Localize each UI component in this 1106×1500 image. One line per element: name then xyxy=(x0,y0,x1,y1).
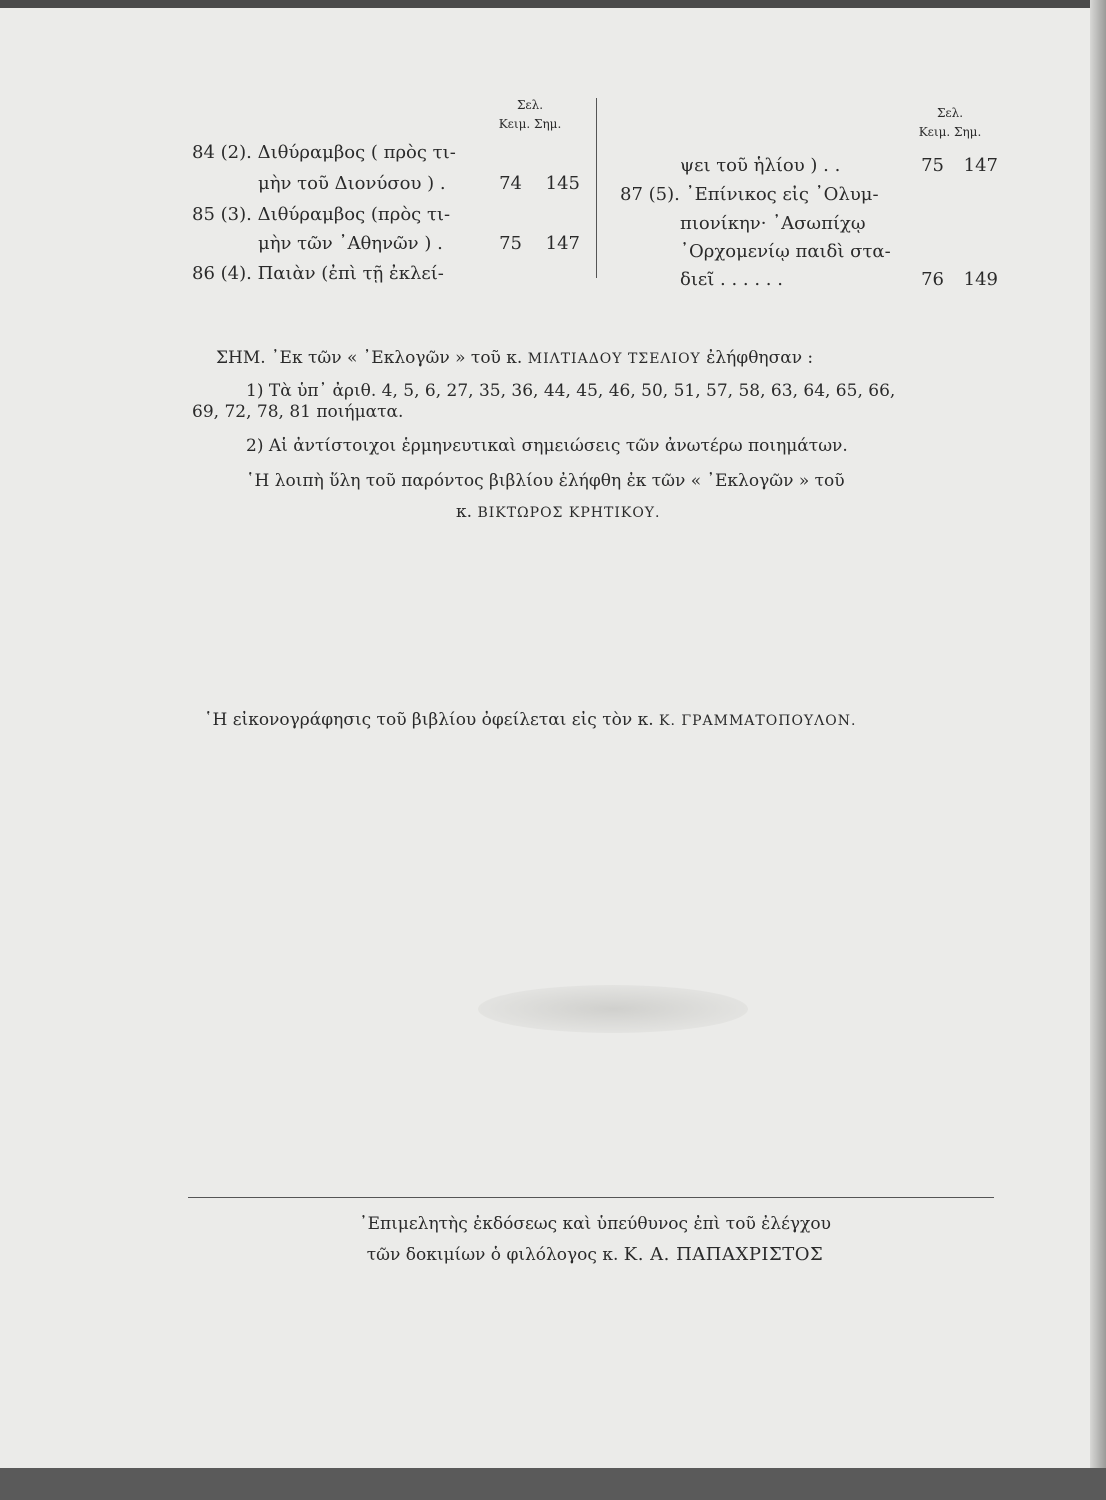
toc-right-row-2: 87 (5). ᾿Επίνικος εἰς ᾿Ολυμ- xyxy=(620,184,879,205)
toc-right-row-5-keim: 76 xyxy=(921,269,944,290)
scan-bottom-edge xyxy=(0,1468,1106,1500)
editor-name: Κ. Α. ΠΑΠΑΧΡΙΣΤΟΣ xyxy=(623,1244,824,1265)
note-line-1 xyxy=(216,344,813,373)
note-name-tselios: ΜΙΛΤΙΑΔΟΥ ΤΣΕΛΙΟΥ xyxy=(527,351,701,367)
toc-left-row-4-keim: 75 xyxy=(499,233,522,254)
scan-top-edge xyxy=(0,0,1106,8)
illustrator-name: Κ. ΓΡΑΜΜΑΤΟΠΟΥΛΟΝ. xyxy=(659,713,857,729)
note-name-kritikos: ΒΙΚΤΩΡΟΣ ΚΡΗΤΙΚΟΥ. xyxy=(477,505,661,521)
note-line-3: 69, 72, 78, 81 ποιήματα. xyxy=(192,402,404,422)
toc-right-row-3: πιονίκην· ᾿Ασωπίχῳ xyxy=(680,213,866,234)
toc-left-row-5: 86 (4). Παιὰν (ἐπὶ τῇ ἐκλεί- xyxy=(192,263,444,284)
toc-left-row-4-shm: 147 xyxy=(545,233,580,254)
toc-left-header-sel: Σελ. xyxy=(516,98,544,112)
toc-left-row-4: μὴν τῶν ᾿Αθηνῶν ) . xyxy=(258,233,443,254)
footer-rule xyxy=(188,1197,994,1198)
illustration-credit xyxy=(204,706,856,735)
note-line-6-start: κ. xyxy=(456,502,473,522)
toc-left-row-3: 85 (3). Διθύραμβος (πρὸς τι- xyxy=(192,204,451,225)
illustration-credit-text: ῾Η εἰκονογράφησις τοῦ βιβλίου ὀφείλεται εἰς τὸν κ. xyxy=(204,710,654,730)
note-line-2: 1) Τὰ ὑπ᾿ ἀριθ. 4, 5, 6, 27, 35, 36, 44, 45, 46, 50, 51, 57, 58, 63, 64, 65, 66, xyxy=(246,381,896,401)
toc-left-row-2-shm: 145 xyxy=(545,173,580,194)
toc-left-header-keim-shm: Κειμ. Σημ. xyxy=(498,117,562,131)
toc-right-row-1-shm: 147 xyxy=(963,155,998,176)
toc-right-header-keim-shm: Κειμ. Σημ. xyxy=(918,125,982,139)
note-line-6 xyxy=(456,498,661,527)
footer-line-2 xyxy=(190,1244,1000,1265)
paper-stain xyxy=(478,985,748,1033)
toc-right-row-5: διεῖ . . . . . . xyxy=(680,269,783,290)
toc-right-header-sel: Σελ. xyxy=(936,106,964,120)
column-divider xyxy=(596,98,597,278)
toc-right-row-1-keim: 75 xyxy=(921,155,944,176)
toc-right-row-4: ᾿Ορχομενίῳ παιδὶ στα- xyxy=(680,241,891,262)
toc-right-row-5-shm: 149 xyxy=(963,269,998,290)
toc-left-row-2-keim: 74 xyxy=(499,173,522,194)
footer-line-1: ᾿Επιμελητὴς ἐκδόσεως καὶ ὑπεύθυνος ἐπὶ τοῦ ἐλέγχου xyxy=(359,1214,831,1234)
toc-right-row-1: ψει τοῦ ἡλίου ) . . xyxy=(680,155,841,176)
scan-right-edge xyxy=(1090,0,1106,1500)
toc-left-row-2: μὴν τοῦ Διονύσου ) . xyxy=(258,173,446,194)
toc-left-row-1: 84 (2). Διθύραμβος ( πρὸς τι- xyxy=(192,142,456,163)
footer-line-2-start: τῶν δοκιμίων ὁ φιλόλογος κ. xyxy=(366,1245,619,1265)
note-line-5: ῾Η λοιπὴ ὕλη τοῦ παρόντος βιβλίου ἐλήφθη ἐκ τῶν « ᾿Εκλογῶν » τοῦ xyxy=(246,471,845,491)
note-line-1-end: ἐλήφθησαν : xyxy=(706,348,814,368)
note-line-1-start: ΣΗΜ. ᾿Εκ τῶν « ᾿Εκλογῶν » τοῦ κ. xyxy=(216,348,523,368)
note-line-4: 2) Αἱ ἀντίστοιχοι ἑρμηνευτικαὶ σημειώσεις τῶν ἀνωτέρω ποιημάτων. xyxy=(246,436,848,456)
